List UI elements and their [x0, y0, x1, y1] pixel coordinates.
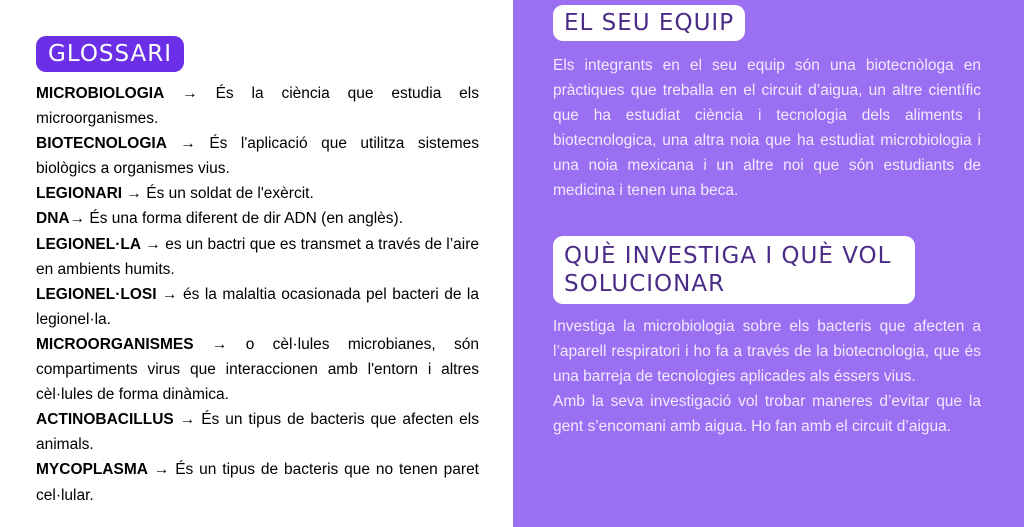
research-title: QUÈ INVESTIGA I QUÈ VOL SOLUCIONAR	[553, 236, 915, 304]
glossary-definition: → és la malaltia ocasionada pel bacteri de la legionel·la.	[36, 285, 479, 328]
glossary-term: MICROORGANISMES	[36, 335, 194, 353]
glossary-term: BIOTECNOLOGIA	[36, 135, 167, 153]
glossary-entry-dna	[36, 206, 479, 231]
glossary-term: LEGIONEL·LA	[36, 235, 142, 253]
glossary-entry-microbiologia	[36, 81, 479, 131]
glossary-entry-microorganismes	[36, 332, 479, 407]
glossary-definition: → És un soldat de l'exèrcit.	[122, 185, 314, 203]
glossary-term: MYCOPLASMA	[36, 461, 148, 479]
glossary-entry-legionella	[36, 232, 479, 282]
glossary-term: LEGIONARI	[36, 185, 123, 203]
glossary-term: ACTINOBACILLUS	[36, 411, 174, 429]
glossary-definition: → És una forma diferent de dir ADN (en anglès).	[69, 210, 404, 228]
glossary-entry-legionellosi	[36, 282, 479, 332]
team-description: Els integrants en el seu equip són una biotecnòloga en pràctiques que treballa en el circuit d’aigua, un altre científic que ha estudiat ciència i tecnologia dels aliments i biotecnologica, una altra noia que ha estudiat microbiologia i una noia mexicana i un altre noi que són estudiants de medicina i tenen una beca.	[553, 57, 981, 200]
glossary-term: DNA	[36, 210, 70, 228]
research-paragraph-2: Amb la seva investigació vol trobar maneres d’evitar que la gent s’encomani amb aigua. Ho fan amb el circuit d’aigua.	[553, 393, 981, 436]
glossary-entry-actinobacillus	[36, 407, 479, 457]
glossary-definition: → o cèl·lules microbianes, són compartiments virus que interaccionen amb l'entorn i altres cèl·lules de forma dinàmica.	[36, 335, 479, 404]
glossary-definition: → es un bactri que es transmet a través de l’aire en ambients humits.	[36, 235, 479, 278]
team-title: EL SEU EQUIP	[553, 5, 745, 41]
glossary-entry-biotecnologia	[36, 131, 479, 181]
glossary-entry-mycoplasma	[36, 457, 479, 507]
glossary-list	[36, 81, 479, 508]
glossary-definition: → És l'aplicació que utilitza sistemes biològics a organismes vius.	[36, 135, 479, 178]
glossary-definition: → És la ciència que estudia els microorganismes.	[36, 85, 479, 128]
glossary-definition: → És un tipus de bacteris que afecten els animals.	[36, 411, 479, 454]
research-paragraph-1: Investiga la microbiologia sobre els bacteris que afecten a l’aparell respiratori i ho fa a través de la biotecnologia, que és una barreja de tecnologies aplicades als éssers vius.	[553, 318, 981, 386]
research-description	[553, 314, 981, 439]
glossary-term: LEGIONEL·LOSI	[36, 285, 157, 303]
glossary-entry-legionari	[36, 181, 479, 206]
glossary-title: GLOSSARI	[36, 36, 184, 72]
glossary-term: MICROBIOLOGIA	[36, 85, 165, 102]
glossary-definition: → És un tipus de bacteris que no tenen paret cel·lular.	[36, 461, 479, 504]
